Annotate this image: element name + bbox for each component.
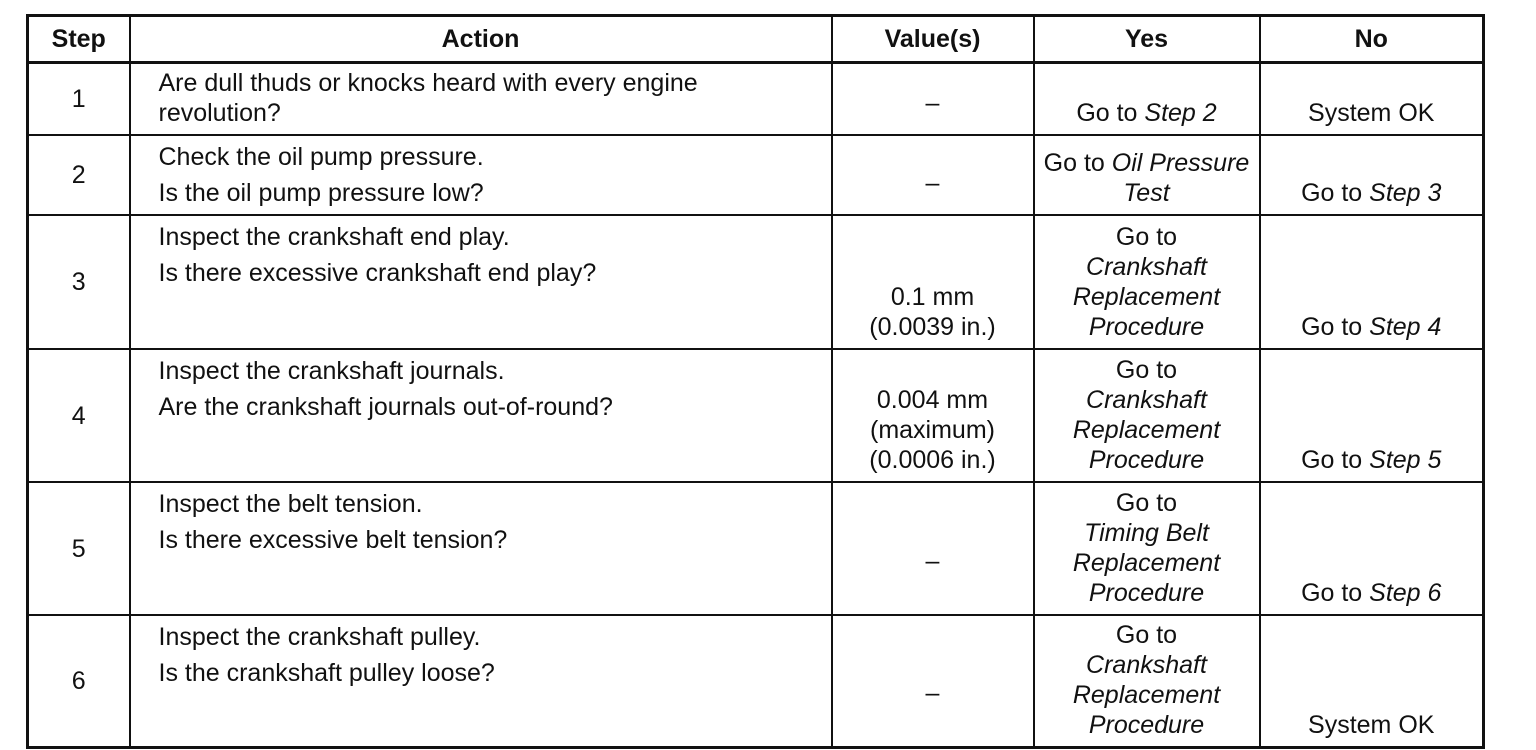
header-action: Action: [130, 16, 832, 63]
value-cell: [832, 215, 1034, 349]
value-text: 0.1 mm: [890, 283, 975, 311]
yes-prefix: Go to: [1115, 489, 1178, 517]
value-text: –: [925, 169, 940, 197]
header-values: Value(s): [832, 16, 1034, 63]
yes-cell: [1034, 135, 1260, 215]
step-number: 3: [28, 215, 130, 349]
no-cell: [1260, 349, 1484, 482]
action-cell: [130, 482, 832, 615]
action-question: Is there excessive belt tension?: [158, 526, 508, 554]
yes-prefix: Go to: [1043, 149, 1112, 177]
action-cell: [130, 135, 832, 215]
header-yes: Yes: [1034, 16, 1260, 63]
value-text: (maximum): [870, 416, 995, 444]
diagnostic-table: [26, 14, 1485, 749]
value-cell: [832, 482, 1034, 615]
no-reference: Step 3: [1369, 179, 1442, 207]
action-question: Is the crankshaft pulley loose?: [158, 659, 495, 687]
no-prefix: Go to: [1301, 446, 1370, 474]
yes-reference: Crankshaft Replacement Procedure: [1072, 386, 1221, 474]
table-row: [28, 615, 1484, 748]
value-cell: [832, 135, 1034, 215]
action-cell: [130, 349, 832, 482]
value-text: –: [925, 89, 940, 117]
yes-cell: [1034, 349, 1260, 482]
step-number: 2: [28, 135, 130, 215]
yes-reference: Crankshaft Replacement Procedure: [1072, 651, 1221, 739]
action-question: Are the crankshaft journals out-of-round?: [158, 393, 613, 421]
yes-prefix: Go to: [1115, 223, 1178, 251]
no-prefix: Go to: [1301, 179, 1370, 207]
yes-cell: [1034, 482, 1260, 615]
no-prefix: System OK: [1308, 711, 1435, 739]
value-text: 0.004 mm: [876, 386, 989, 414]
action-text: Inspect the crankshaft end play.: [158, 223, 510, 251]
action-text: Check the oil pump pressure.: [158, 143, 484, 171]
table-row: [28, 482, 1484, 615]
no-reference: Step 5: [1369, 446, 1442, 474]
action-question: Is there excessive crankshaft end play?: [158, 259, 597, 287]
step-number: 6: [28, 615, 130, 748]
yes-reference: Timing Belt Replacement Procedure: [1072, 519, 1221, 607]
value-text: (0.0039 in.): [869, 313, 996, 341]
step-number: 1: [28, 63, 130, 136]
action-cell: [130, 215, 832, 349]
value-text: (0.0006 in.): [869, 446, 996, 474]
value-text: –: [925, 546, 940, 575]
value-text: –: [925, 679, 940, 707]
value-cell: [832, 615, 1034, 748]
yes-prefix: Go to: [1115, 356, 1178, 384]
header-no: No: [1260, 16, 1484, 63]
no-prefix: Go to: [1301, 579, 1370, 607]
no-cell: [1260, 615, 1484, 748]
action-question: Is the oil pump pressure low?: [158, 179, 484, 207]
header-step: Step: [28, 16, 130, 63]
no-cell: [1260, 482, 1484, 615]
no-cell: [1260, 63, 1484, 136]
action-text: Inspect the belt tension.: [158, 490, 423, 518]
yes-cell: [1034, 215, 1260, 349]
table-row: [28, 63, 1484, 136]
no-reference: Step 4: [1369, 313, 1442, 341]
table-row: [28, 215, 1484, 349]
no-cell: [1260, 135, 1484, 215]
no-prefix: Go to: [1301, 313, 1370, 341]
no-prefix: System OK: [1308, 99, 1435, 127]
action-cell: [130, 63, 832, 136]
value-cell: [832, 349, 1034, 482]
table-row: [28, 349, 1484, 482]
step-number: 4: [28, 349, 130, 482]
step-number: 5: [28, 482, 130, 615]
yes-cell: [1034, 615, 1260, 748]
table-row: [28, 135, 1484, 215]
header-row: [28, 16, 1484, 63]
action-cell: [130, 615, 832, 748]
action-text: Inspect the crankshaft pulley.: [158, 623, 481, 651]
action-text: Are dull thuds or knocks heard with every engine revolution?: [158, 69, 698, 127]
yes-prefix: Go to: [1115, 621, 1178, 649]
yes-reference: Oil Pressure Test: [1111, 149, 1250, 207]
yes-reference: Step 2: [1144, 99, 1217, 127]
action-text: Inspect the crankshaft journals.: [158, 357, 505, 385]
no-cell: [1260, 215, 1484, 349]
yes-cell: [1034, 63, 1260, 136]
value-cell: [832, 63, 1034, 136]
yes-reference: Crankshaft Replacement Procedure: [1072, 253, 1221, 341]
yes-prefix: Go to: [1076, 99, 1145, 127]
no-reference: Step 6: [1369, 579, 1442, 607]
